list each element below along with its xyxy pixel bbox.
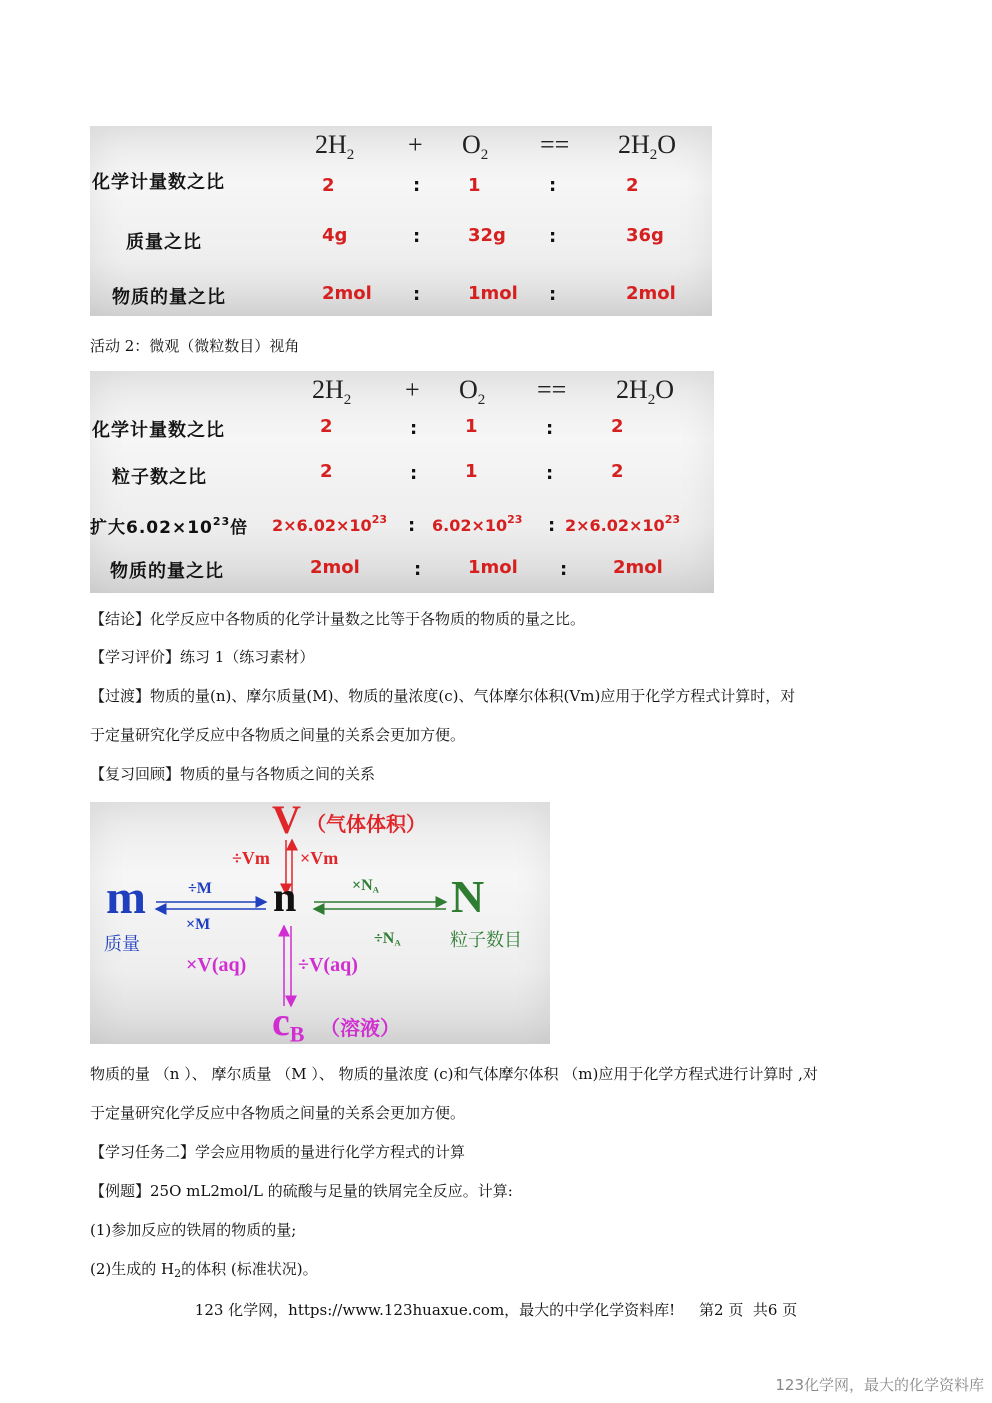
watermark: 123化学网，最大的化学资料库 <box>775 1376 984 1394</box>
value: 2 <box>320 461 333 482</box>
value: 2 <box>626 175 639 196</box>
colon: : <box>410 463 418 484</box>
colon: : <box>548 515 556 536</box>
value: 1 <box>465 461 478 482</box>
example-problem: 【例题】25O mL2mol/L 的硫酸与足量的铁屑完全反应。计算: <box>90 1182 513 1200</box>
page-footer: 123 化学网，https://www.123huaxue.com，最大的中学化学资料库! 第2 页 共6 页 <box>194 1301 798 1319</box>
row-label: 质量之比 <box>126 232 202 253</box>
learning-evaluation: 【学习评价】练习 1（练习素材） <box>90 648 315 666</box>
row-label: 扩大$6.02\times 10^{23}$倍 <box>90 515 249 538</box>
conclusion: 【结论】化学反应中各物质的化学计量数之比等于各物质的物质的量之比。 <box>90 610 586 628</box>
row-label: 物质的量之比 <box>110 561 224 582</box>
row-label: 物质的量之比 <box>112 287 226 308</box>
colon: : <box>549 284 557 305</box>
value: 1 <box>465 416 478 437</box>
value: 2 <box>611 461 624 482</box>
value: 36g <box>626 225 664 246</box>
value: 4g <box>322 225 348 246</box>
value: 2 <box>611 416 624 437</box>
value: 2mol <box>613 557 663 578</box>
m-symbol: m <box>106 871 146 924</box>
value: 32g <box>468 225 506 246</box>
equation-plus: + <box>408 130 423 159</box>
mul-vm: ×Vm <box>300 848 339 868</box>
colon: : <box>413 226 421 247</box>
value: 1mol <box>468 283 518 304</box>
diagram-arrows <box>90 802 550 1044</box>
v-symbol: V <box>272 797 301 842</box>
colon: : <box>414 559 422 580</box>
mul-m: ×M <box>186 916 211 933</box>
n-symbol: n <box>273 875 297 921</box>
equation-term: $O_2$ <box>462 130 489 163</box>
mul-vaq: ×V(aq) <box>186 954 247 976</box>
c-label: （溶液） <box>320 1018 400 1040</box>
activity-2-heading: 活动 2：微观（微粒数目）视角 <box>90 337 300 355</box>
colon: : <box>549 175 557 196</box>
equation-equals: == <box>537 375 567 404</box>
equation-term: $2H_2$ <box>315 130 355 163</box>
transition-line-1: 【过渡】物质的量(n)、摩尔质量(M)、物质的量浓度(c)、气体摩尔体积(Vm)应用于化学方程式计算时，对 <box>90 687 796 705</box>
big-n-label: 粒子数目 <box>450 930 522 950</box>
value: 1mol <box>468 557 518 578</box>
c-symbol: $c_B$ <box>272 999 305 1047</box>
value: 2mol <box>322 283 372 304</box>
colon: : <box>546 463 554 484</box>
review-heading: 【复习回顾】物质的量与各物质之间的关系 <box>90 765 376 783</box>
div-m: ÷M <box>188 880 212 897</box>
value: 2 <box>320 416 333 437</box>
question-2: (2)生成的 $H_2$的体积 (标准状况)。 <box>90 1260 318 1280</box>
div-vaq: ÷V(aq) <box>298 954 358 976</box>
value: $2\times 6.02\times 10^{23}$ <box>565 513 680 535</box>
table-image-micro <box>90 371 714 593</box>
v-label: （气体体积） <box>306 814 426 836</box>
table-image-macro <box>90 126 712 316</box>
colon: : <box>410 418 418 439</box>
colon: : <box>560 559 568 580</box>
value: $2\times 6.02\times 10^{23}$ <box>272 513 387 535</box>
m-label: 质量 <box>104 934 140 954</box>
after-diagram-line-2: 于定量研究化学反应中各物质之间量的关系会更加方便。 <box>90 1104 466 1122</box>
mul-na: $\times N_A$ <box>352 877 380 895</box>
value: 2 <box>322 175 335 196</box>
equation-term: $2H_2O$ <box>618 130 677 163</box>
value: 1 <box>468 175 481 196</box>
colon: : <box>546 418 554 439</box>
equation-term: $O_2$ <box>459 375 486 408</box>
question-1: (1)参加反应的铁屑的物质的量; <box>90 1221 297 1239</box>
equation-equals: == <box>540 130 570 159</box>
row-label: 化学计量数之比 <box>92 420 225 441</box>
equation-term: $2H_2$ <box>312 375 352 408</box>
equation-plus: + <box>405 375 420 404</box>
transition-line-2: 于定量研究化学反应中各物质之间量的关系会更加方便。 <box>90 726 466 744</box>
learning-task-2: 【学习任务二】学会应用物质的量进行化学方程式的计算 <box>90 1143 466 1161</box>
div-na: $\div N_A$ <box>374 930 401 948</box>
value: 2mol <box>626 283 676 304</box>
row-label: 粒子数之比 <box>112 467 207 488</box>
relationship-diagram <box>90 797 550 1047</box>
equation-term: $2H_2O$ <box>616 375 675 408</box>
div-vm: ÷Vm <box>232 848 270 868</box>
value: $6.02\times 10^{23}$ <box>432 513 523 535</box>
value: 2mol <box>310 557 360 578</box>
colon: : <box>413 175 421 196</box>
big-n-symbol: N <box>451 871 485 922</box>
after-diagram-line-1: 物质的量 （n ）、 摩尔质量 （M ）、 物质的量浓度 (c)和气体摩尔体积 （m)应用于化学方程式进行计算时 ,对 <box>90 1065 818 1083</box>
colon: : <box>413 284 421 305</box>
colon: : <box>408 515 416 536</box>
colon: : <box>549 226 557 247</box>
row-label: 化学计量数之比 <box>92 172 225 193</box>
